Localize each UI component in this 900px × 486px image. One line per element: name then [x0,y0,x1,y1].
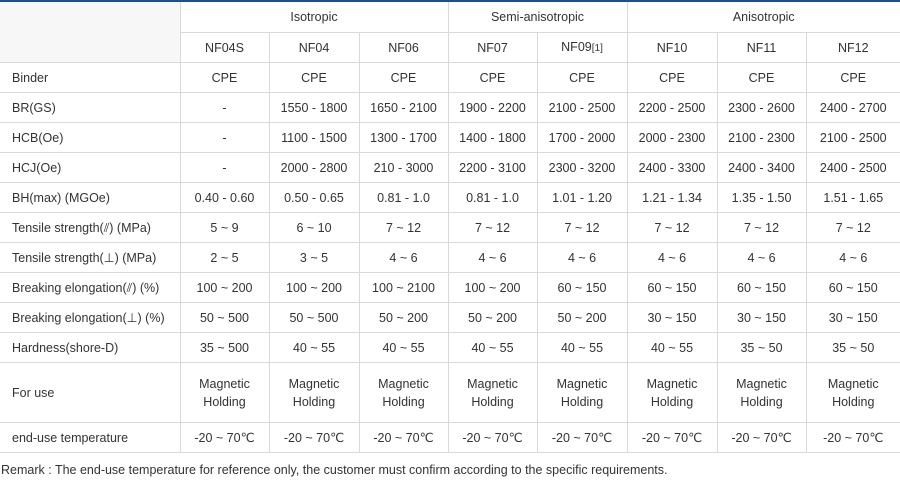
group-anisotropic: Anisotropic [627,1,900,33]
value-cell: 2000 - 2300 [627,123,717,153]
value-cell: 50 ~ 500 [269,303,359,333]
value-cell: 2400 - 2500 [806,153,900,183]
use-line-2: Holding [471,394,514,409]
value-cell: 2000 - 2800 [269,153,359,183]
code-header: NF10 [627,33,717,63]
value-cell: 40 ~ 55 [537,333,627,363]
value-cell: -20 ~ 70℃ [359,423,448,453]
use-line-1: Magnetic [378,376,429,391]
value-cell: 30 ~ 150 [806,303,900,333]
value-cell: 2200 - 2500 [627,93,717,123]
row-label: For use [0,363,180,423]
use-line-2: Holding [382,394,425,409]
value-cell: CPE [448,63,537,93]
value-cell: 60 ~ 150 [717,273,806,303]
value-cell: 0.81 - 1.0 [448,183,537,213]
value-cell: 5 ~ 9 [180,213,269,243]
value-cell: - [180,153,269,183]
value-cell [359,363,448,423]
code-header: NF07 [448,33,537,63]
value-cell: 0.40 - 0.60 [180,183,269,213]
group-header-row [0,1,900,33]
value-cell: 4 ~ 6 [806,243,900,273]
value-cell: 35 ~ 500 [180,333,269,363]
use-line-1: Magnetic [199,376,250,391]
remark-prefix: Remark : [1,463,52,477]
value-cell: CPE [269,63,359,93]
use-line-1: Magnetic [288,376,340,391]
code-header [537,33,627,63]
table-row [0,63,900,93]
value-cell: 4 ~ 6 [627,243,717,273]
value-cell: 50 ~ 200 [359,303,448,333]
value-cell: 60 ~ 150 [537,273,627,303]
value-cell [269,363,359,423]
value-cell: 2300 - 2600 [717,93,806,123]
table-row [0,273,900,303]
table-row [0,303,900,333]
value-cell: -20 ~ 70℃ [627,423,717,453]
group-semi-anisotropic: Semi-anisotropic [448,1,627,33]
value-cell: 100 ~ 2100 [359,273,448,303]
value-cell: - [180,93,269,123]
value-cell: 2100 - 2300 [717,123,806,153]
row-label: Breaking elongation(⊥) (%) [0,303,180,333]
row-label: Tensile strength(⊥) (MPa) [0,243,180,273]
value-cell: -20 ~ 70℃ [806,423,900,453]
value-cell: 1300 - 1700 [359,123,448,153]
value-cell: 35 ~ 50 [806,333,900,363]
value-cell: CPE [627,63,717,93]
value-cell: 7 ~ 12 [627,213,717,243]
footnote-ref: [1] [591,42,603,54]
value-cell: -20 ~ 70℃ [537,423,627,453]
value-cell: 4 ~ 6 [359,243,448,273]
value-cell: 4 ~ 6 [717,243,806,273]
value-cell: 4 ~ 6 [537,243,627,273]
use-line-2: Holding [560,394,604,409]
table-row [0,93,900,123]
use-line-2: Holding [650,394,694,409]
value-cell: 1.51 - 1.65 [806,183,900,213]
row-label: Tensile strength(⫽) (MPa) [0,213,180,243]
value-cell [180,363,269,423]
table-row [0,123,900,153]
value-cell: 30 ~ 150 [627,303,717,333]
value-cell: 2 ~ 5 [180,243,269,273]
code-header: NF04 [269,33,359,63]
value-cell: 210 - 3000 [359,153,448,183]
remark-note [1,463,900,477]
value-cell: 2400 - 3300 [627,153,717,183]
value-cell [806,363,900,423]
use-line-2: Holding [203,394,246,409]
use-line-1: Magnetic [736,376,787,391]
row-label: BR(GS) [0,93,180,123]
code-header: NF12 [806,33,900,63]
value-cell: -20 ~ 70℃ [717,423,806,453]
value-cell: 100 ~ 200 [180,273,269,303]
value-cell: 7 ~ 12 [537,213,627,243]
table-row [0,153,900,183]
use-line-1: Magnetic [467,376,518,391]
value-cell: 0.81 - 1.0 [359,183,448,213]
value-cell [537,363,627,423]
value-cell: 1.35 - 1.50 [717,183,806,213]
value-cell [627,363,717,423]
table-row [0,363,900,423]
value-cell: -20 ~ 70℃ [180,423,269,453]
table-row [0,183,900,213]
row-label: BH(max) (MGOe) [0,183,180,213]
value-cell: 1550 - 1800 [269,93,359,123]
row-label: Hardness(shore-D) [0,333,180,363]
table-row [0,213,900,243]
value-cell: 6 ~ 10 [269,213,359,243]
value-cell: 2100 - 2500 [806,123,900,153]
value-cell: 100 ~ 200 [448,273,537,303]
value-cell: CPE [537,63,627,93]
code-header: NF04S [180,33,269,63]
value-cell: 1400 - 1800 [448,123,537,153]
table-row [0,243,900,273]
row-label: Breaking elongation(⫽) (%) [0,273,180,303]
use-line-1: Magnetic [646,376,698,391]
value-cell: 2200 - 3100 [448,153,537,183]
row-label: HCJ(Oe) [0,153,180,183]
value-cell: 1100 - 1500 [269,123,359,153]
group-isotropic: Isotropic [180,1,448,33]
value-cell: CPE [359,63,448,93]
value-cell: 40 ~ 55 [448,333,537,363]
value-cell: 60 ~ 150 [627,273,717,303]
value-cell: 50 ~ 200 [537,303,627,333]
code-label: NF09 [561,39,592,54]
value-cell: 50 ~ 200 [448,303,537,333]
value-cell: 7 ~ 12 [806,213,900,243]
value-cell: 60 ~ 150 [806,273,900,303]
value-cell: 0.50 - 0.65 [269,183,359,213]
row-label: end-use temperature [0,423,180,453]
value-cell: 1.01 - 1.20 [537,183,627,213]
value-cell: 1650 - 2100 [359,93,448,123]
value-cell: 40 ~ 55 [359,333,448,363]
row-label: Binder [0,63,180,93]
value-cell: -20 ~ 70℃ [448,423,537,453]
value-cell: 7 ~ 12 [359,213,448,243]
value-cell: 40 ~ 55 [269,333,359,363]
value-cell: 7 ~ 12 [448,213,537,243]
use-line-1: Magnetic [556,376,608,391]
code-header: NF06 [359,33,448,63]
table-row [0,333,900,363]
use-line-1: Magnetic [827,376,879,391]
value-cell [717,363,806,423]
remark-text: The end-use temperature for reference only, the customer must confirm according to the specific requirements. [51,463,668,477]
value-cell: 1.21 - 1.34 [627,183,717,213]
use-line-2: Holding [832,394,875,409]
use-line-2: Holding [740,394,783,409]
value-cell [448,363,537,423]
value-cell: 35 ~ 50 [717,333,806,363]
table-row [0,423,900,453]
use-line-2: Holding [292,394,336,409]
value-cell: 50 ~ 500 [180,303,269,333]
value-cell: 4 ~ 6 [448,243,537,273]
value-cell: CPE [806,63,900,93]
value-cell: 30 ~ 150 [717,303,806,333]
value-cell: - [180,123,269,153]
value-cell: 2300 - 3200 [537,153,627,183]
value-cell: CPE [717,63,806,93]
value-cell: 2400 - 3400 [717,153,806,183]
value-cell: 1900 - 2200 [448,93,537,123]
value-cell: 100 ~ 200 [269,273,359,303]
value-cell: CPE [180,63,269,93]
value-cell: 1700 - 2000 [537,123,627,153]
code-header: NF11 [717,33,806,63]
value-cell: 40 ~ 55 [627,333,717,363]
value-cell: -20 ~ 70℃ [269,423,359,453]
row-label: HCB(Oe) [0,123,180,153]
value-cell: 2400 - 2700 [806,93,900,123]
value-cell: 3 ~ 5 [269,243,359,273]
value-cell: 7 ~ 12 [717,213,806,243]
value-cell: 2100 - 2500 [537,93,627,123]
corner-cell [0,1,180,63]
